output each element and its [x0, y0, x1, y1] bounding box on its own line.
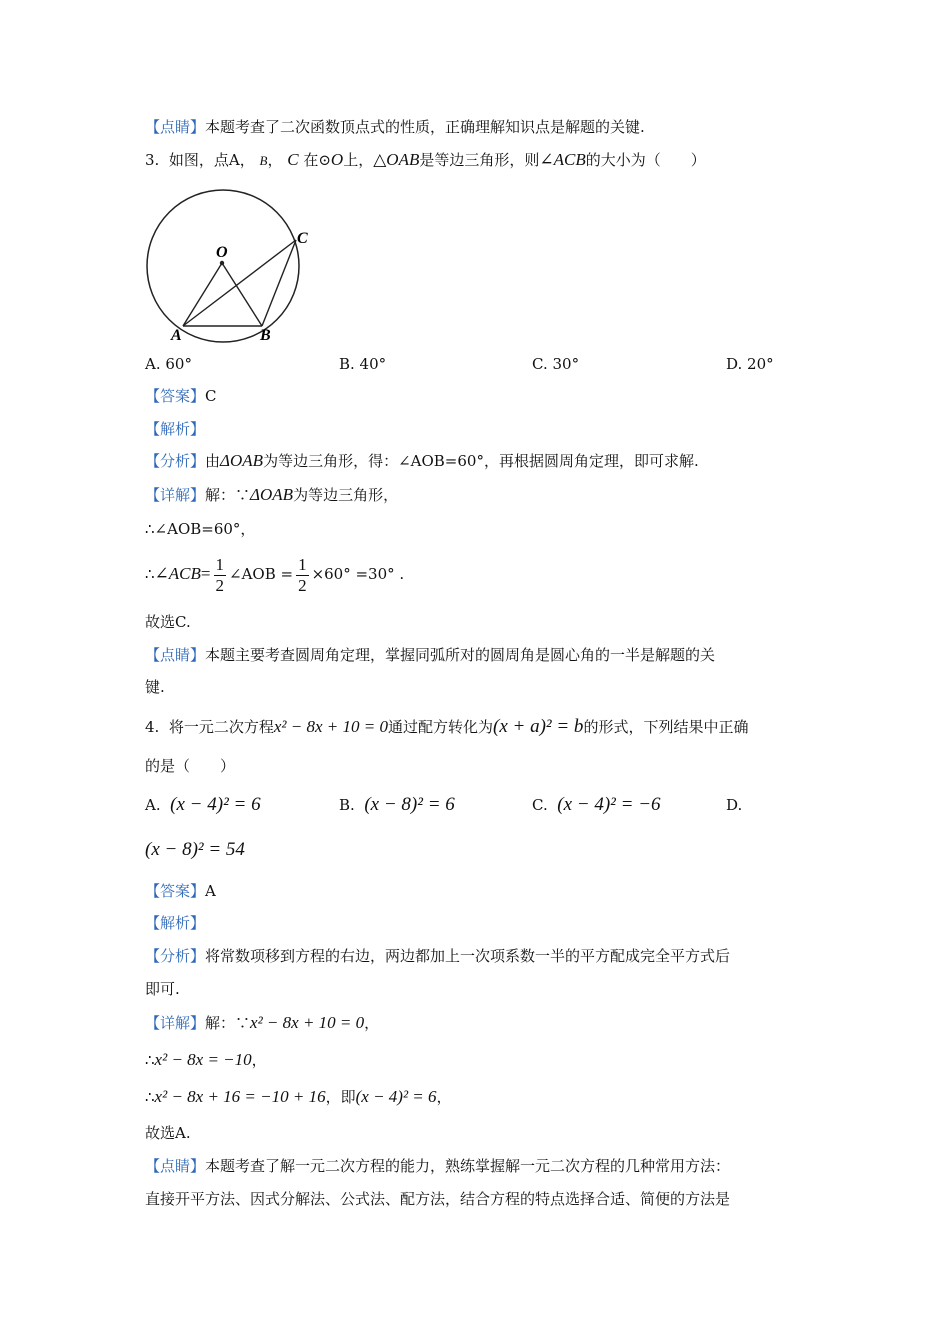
q3-choose: 故选C.: [145, 613, 191, 631]
q3-option-c: C. 30°: [532, 355, 580, 373]
q4-option-a: A. (x − 4)² = 6: [145, 794, 261, 815]
center-point: [220, 261, 224, 265]
question-3-stem: 3. 如图，点A， B， C 在⊙O上，△OAB是等边三角形，则∠ACB的大小为（ ）: [145, 150, 706, 169]
q3-xiangjie: 【详解】解：∵ΔOAB为等边三角形，: [145, 485, 399, 504]
dianjing-3-line1: 【点睛】本题考查了解一元二次方程的能力，熟练掌握解一元二次方程的几种常用方法：: [145, 1157, 731, 1175]
dianjing-2-line1: 【点睛】本题主要考查圆周角定理，掌握同弧所对的圆周角是圆心角的一半是解题的关: [145, 646, 716, 664]
question-4-stem-2: 的是（ ）: [145, 757, 236, 775]
dianjing-1: 【点睛】本题考查了二次函数顶点式的性质，正确理解知识点是解题的关键.: [145, 118, 645, 136]
q4-fenxi-line2: 即可.: [145, 980, 180, 998]
q4-jiexi: 【解析】: [145, 914, 206, 932]
fraction-half-1: $\frac{1}{2}$: [215, 554, 224, 595]
q3-step-2: ∴∠ACB= $\frac{1}{2}$ ∠AOB = $\frac{1}{2}$ ×60° =30° .: [145, 554, 405, 595]
question-4-stem: 4. 将一元二次方程x² − 8x + 10 = 0通过配方转化为(x + a)² = b的形式，下列结果中正确: [145, 716, 749, 737]
q4-option-c: C. (x − 4)² = −6: [532, 794, 661, 815]
q3-option-a: A. 60°: [145, 355, 192, 373]
q4-step-2: ∴x² − 8x + 16 = −10 + 16，即(x − 4)² = 6，: [145, 1087, 452, 1106]
q4-fenxi-line1: 【分析】将常数项移到方程的右边，两边都加上一次项系数一半的平方配成完全平方式后: [145, 947, 731, 965]
q4-option-d-value: (x − 8)² = 54: [145, 839, 245, 860]
q3-answer: 【答案】C: [145, 387, 217, 405]
dianjing-3-line2: 直接开平方法、因式分解法、公式法、配方法，结合方程的特点选择合适、简便的方法是: [145, 1190, 731, 1208]
tag-dianjing: 【点睛】: [145, 118, 206, 136]
q3-option-d: D. 20°: [726, 355, 774, 373]
label-a: A: [171, 327, 182, 344]
q4-option-d: D.: [726, 796, 743, 814]
circle-figure: [145, 185, 320, 345]
q4-choose: 故选A.: [145, 1124, 191, 1142]
fraction-half-2: $\frac{1}{2}$: [298, 554, 307, 595]
q4-step-1: ∴x² − 8x = −10，: [145, 1050, 267, 1069]
segment-ob: [222, 263, 262, 326]
dianjing-2-line2: 键.: [145, 678, 165, 696]
q4-option-b: B. (x − 8)² = 6: [339, 794, 455, 815]
q3-jiexi: 【解析】: [145, 420, 206, 438]
label-o: O: [216, 244, 228, 261]
label-b: B: [260, 327, 271, 344]
q4-xiangjie: 【详解】解：∵x² − 8x + 10 = 0，: [145, 1013, 380, 1032]
q3-step-1: ∴∠AOB=60°，: [145, 520, 256, 538]
q3-fenxi: 【分析】由ΔOAB为等边三角形，得：∠AOB=60°，再根据圆周角定理，即可求解.: [145, 451, 699, 470]
segment-oa: [183, 263, 222, 326]
q3-option-b: B. 40°: [339, 355, 387, 373]
circle-o: [147, 190, 299, 342]
label-c: C: [297, 230, 308, 247]
q4-answer: 【答案】A: [145, 882, 216, 900]
